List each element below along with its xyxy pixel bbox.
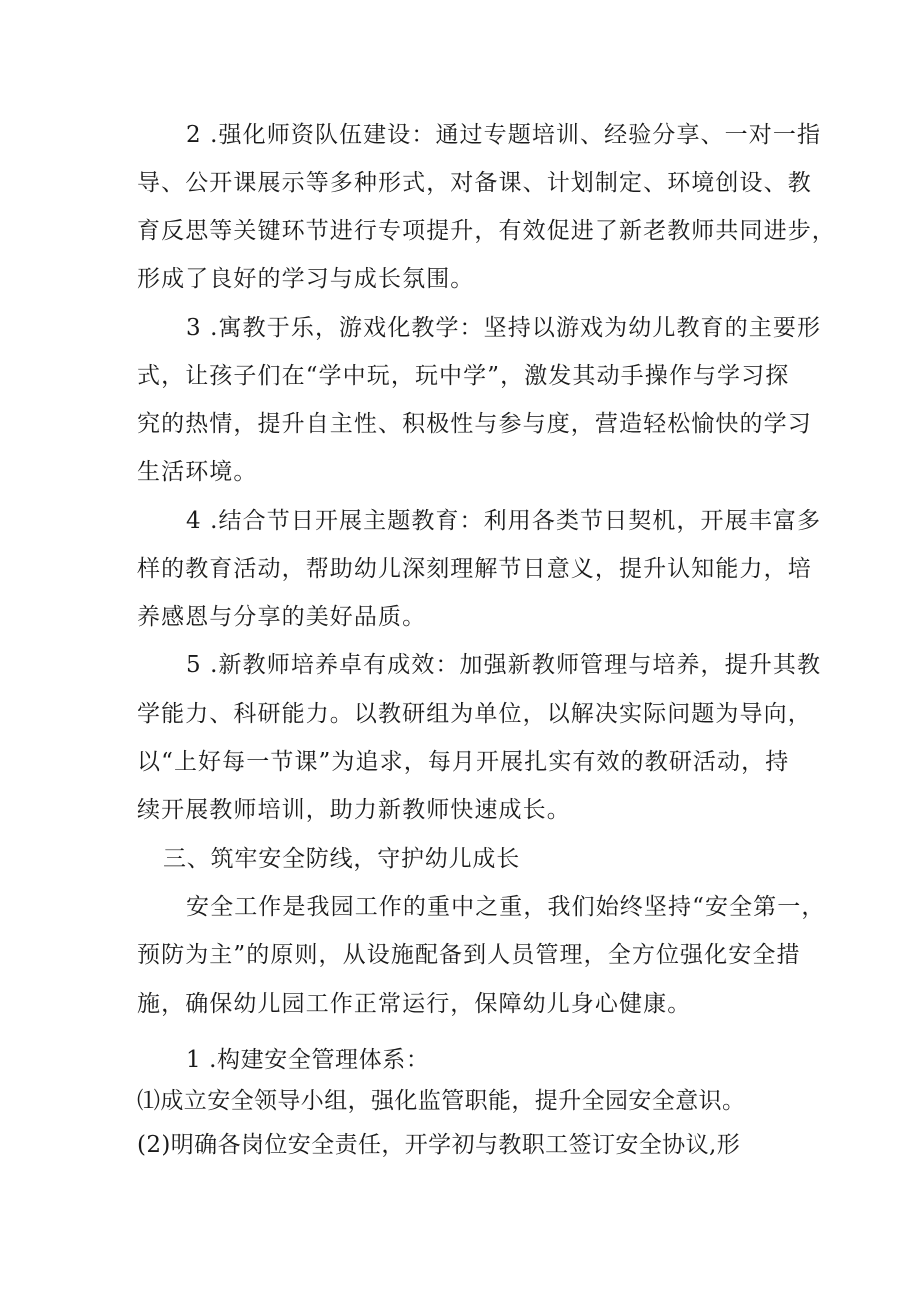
item-4-line-1: 4 .结合节日开展主题教育：利用各类节日契机，开展丰富多 [186,508,822,534]
item-5-line-1: 5 .新教师培养卓有成效：加强新教师管理与培养，提升其教 [186,652,822,678]
item-5-line-4: 续开展教师培训，助力新教师快速成长。 [137,797,571,823]
section-intro-line-3: 施，确保幼儿园工作正常运行，保障幼儿身心健康。 [137,991,692,1017]
item-2-line-2: 导、公开课展示等多种形式，对备课、计划制定、环境创设、教 [137,170,812,196]
section-intro-line-1: 安全工作是我园工作的重中之重，我们始终坚持“安全第一， [186,894,826,920]
item-3-line-4: 生活环境。 [137,459,258,485]
item-3-line-3: 究的热情，提升自主性、积极性与参与度，营造轻松愉快的学习 [137,411,812,437]
item-4-line-2: 样的教育活动，帮助幼儿深刻理解节日意义，提升认知能力，培 [137,556,812,582]
sub-item-title: 1 .构建安全管理体系： [186,1047,430,1073]
section-heading: 三、筑牢安全防线，守护幼儿成长 [163,846,520,872]
item-2-line-3: 育反思等关键环节进行专项提升，有效促进了新老教师共同进步， [137,218,836,244]
item-4-line-3: 养感恩与分享的美好品质。 [137,604,427,630]
sub-point-2: (2)明确各岗位安全责任，开学初与教职工签订安全协议,形 [137,1132,741,1158]
item-2-line-4: 形成了良好的学习与成长氛围。 [137,266,475,292]
section-intro-line-2: 预防为主”的原则，从设施配备到人员管理，全方位强化安全措 [137,942,801,968]
item-5-line-3: 以“上好每一节课”为追求，每月开展扎实有效的教研活动，持 [137,749,790,775]
item-3-line-2: 式，让孩子们在“学中玩，玩中学”，激发其动手操作与学习探 [137,363,790,389]
item-5-line-2: 学能力、科研能力。以教研组为单位，以解决实际问题为导向， [137,701,812,727]
item-2-line-1: 2 .强化师资队伍建设：通过专题培训、经验分享、一对一指 [186,122,822,148]
sub-point-1: ⑴成立安全领导小组，强化监管职能，提升全园安全意识。 [137,1088,746,1114]
item-3-line-1: 3 .寓教于乐，游戏化教学：坚持以游戏为幼儿教育的主要形 [186,315,822,341]
